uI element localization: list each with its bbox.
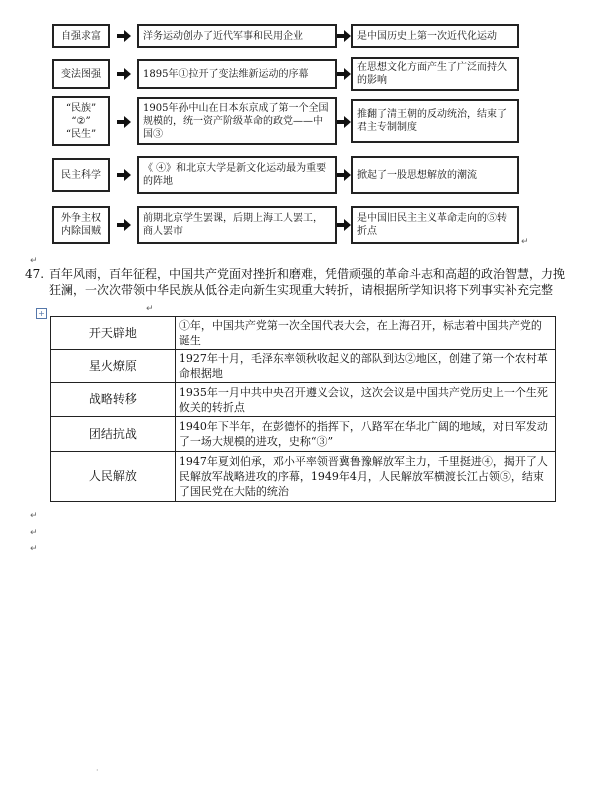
table-row (51, 417, 556, 452)
flow-middle-box-3: 1905年孙中山在日本东京成了第一个全国规模的，统一资产阶级革命的政党——中国③ (137, 97, 337, 145)
flow-left-box-2: 变法图强 (52, 59, 110, 89)
paragraph-mark: ↵ (30, 511, 38, 521)
arrow-icon (117, 219, 131, 231)
table-row (51, 383, 556, 417)
table-row (51, 317, 556, 350)
flow-left-box-1: 自强求富 (52, 24, 110, 48)
table-key-cell: 团结抗战 (51, 417, 176, 452)
arrow-icon (117, 169, 131, 181)
flow-left-box-3: “民族” “②” “民生” (52, 96, 110, 146)
page-dot: · (96, 766, 99, 775)
table-value-cell: ①年，中国共产党第一次全国代表大会，在上海召开，标志着中国共产党的诞生 (175, 317, 555, 350)
arrow-icon (337, 169, 351, 181)
arrow-icon (117, 68, 131, 80)
flow-left-box-4: 民主科学 (52, 158, 110, 192)
question-text: 百年风雨，百年征程，中国共产党面对挫折和磨难，凭借顽强的革命斗志和高超的政治智慧，力挽狂澜，一次次带领中华民族从低谷走向新生实现重大转折，请根据所学知识将下列事实补充完整 (49, 267, 566, 297)
table-move-handle-icon[interactable]: + (36, 308, 47, 319)
table-value-cell: 1940年下半年，在彭德怀的指挥下，八路军在华北广阔的地域，对日军发动了一场大规模的进攻，史称“③” (175, 417, 555, 452)
flow-middle-box-5: 前期北京学生罢课，后期上海工人罢工，商人罢市 (137, 206, 337, 244)
table-key-cell: 战略转移 (51, 383, 176, 417)
flow-diagram (0, 0, 590, 266)
flow-right-box-1: 是中国历史上第一次近代化运动 (351, 24, 519, 48)
arrow-icon (337, 68, 351, 80)
flow-middle-box-2: 1895年①拉开了变法维新运动的序幕 (137, 59, 337, 89)
paragraph-mark: ↵ (146, 304, 154, 314)
table-value-cell: 1947年夏刘伯承，邓小平率领晋冀鲁豫解放军主力，千里挺进④，揭开了人民解放军战略进攻的序幕，1949年4月，人民解放军横渡长江占领⑤，结束了国民党在大陆的统治 (175, 452, 555, 502)
table-value-cell: 1927年十月，毛泽东率领秋收起义的部队到达②地区，创建了第一个农村革命根据地 (175, 350, 555, 383)
arrow-icon (117, 30, 131, 42)
paragraph-mark: ↵ (30, 544, 38, 554)
table-key-cell: 开天辟地 (51, 317, 176, 350)
flow-left-box-5: 外争主权 内除国贼 (52, 206, 110, 244)
table-row (51, 350, 556, 383)
question-number: 47. (25, 267, 45, 281)
flow-middle-box-1: 洋务运动创办了近代军事和民用企业 (137, 24, 337, 48)
events-table (50, 316, 556, 502)
flow-right-box-4: 掀起了一股思想解放的潮流 (351, 156, 519, 194)
flow-middle-box-4: 《 ④》和北京大学是新文化运动最为重要的阵地 (137, 156, 337, 194)
table-key-cell: 人民解放 (51, 452, 176, 502)
flow-right-box-5: 是中国旧民主主义革命走向的⑤转折点 (351, 206, 519, 244)
flow-right-box-2: 在思想文化方面产生了广泛而持久的影响 (351, 57, 519, 91)
table-value-cell: 1935年一月中共中央召开遵义会议，这次会议是中国共产党历史上一个生死攸关的转折点 (175, 383, 555, 417)
paragraph-mark: ↵ (30, 528, 38, 538)
arrow-icon (337, 116, 351, 128)
paragraph-mark: ↵ (30, 256, 38, 266)
table-key-cell: 星火燎原 (51, 350, 176, 383)
arrow-icon (337, 219, 351, 231)
flow-right-box-3: 推翻了清王朝的反动统治，结束了君主专制制度 (351, 99, 519, 143)
table-row (51, 452, 556, 502)
paragraph-mark: ↵ (521, 237, 529, 247)
arrow-icon (337, 30, 351, 42)
arrow-icon (117, 116, 131, 128)
